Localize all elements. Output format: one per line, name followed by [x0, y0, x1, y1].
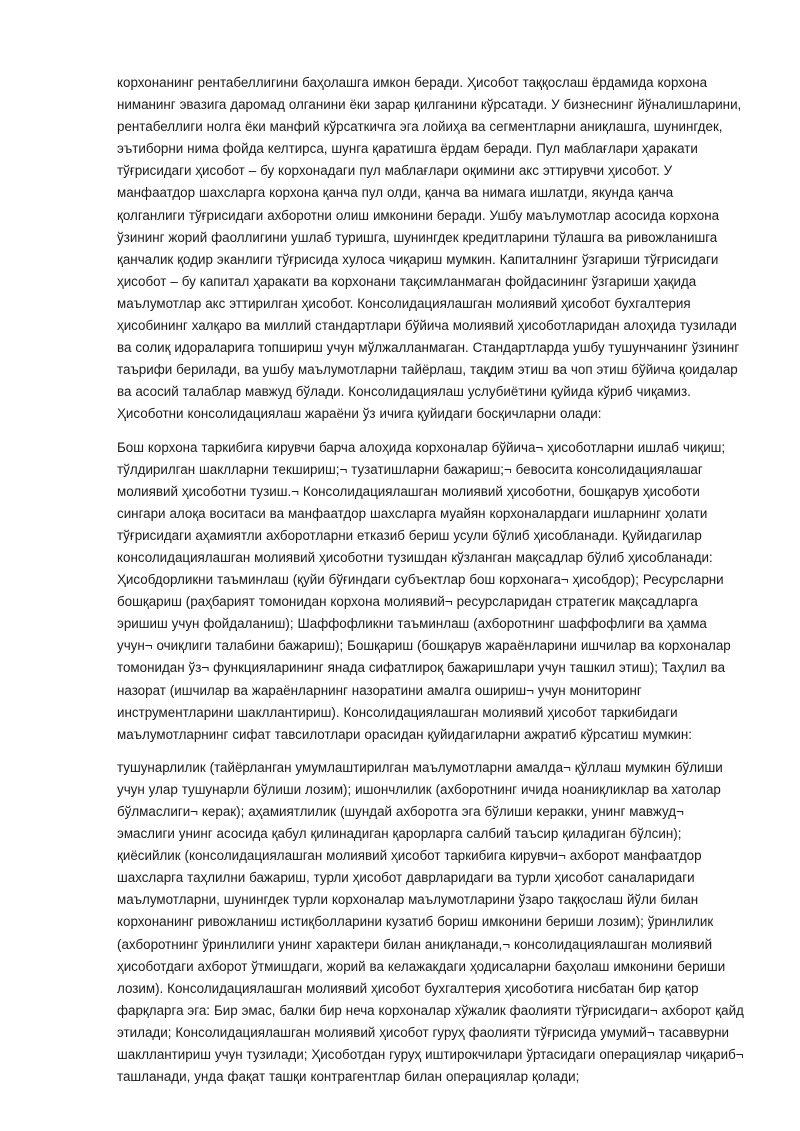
paragraph-quality-characteristics: тушунарлилик (тайёрланган умумлаштирилган маълумотларни амалда¬ қўллаш мумкин бўлиши учун улар тушунарли бўлиши лозим); ишончлилик (ахборотнинг ичида ноаниқликлар ва хатолар бўлмаслиги¬ керак); аҳамиятлилик (шундай ахборотга эга бўлиши керакки, унинг мавжуд¬ эмаслиги унинг асосида қабул қилинадиган қарорларга салбий таъсир қиладиган бўлсин); қиёсийлик (консолидациялашган молиявий ҳисобот таркибига кирувчи¬ ахборот манфаатдор шахсларга таҳлилни бажариш, турли ҳисобот даврларидаги ва турли ҳисобот саналаридаги маълумотларни, шунингдек турли корхоналар маълумотларини ўзаро таққослаш йўли билан корхонанинг ривожланиш истиқболларини кузатиб бориш имконини бериши лозим); ўринлилик (ахборотнинг ўринлилиги унинг характери билан аниқланади,¬ консолидациялашган молиявий ҳисоботдаги ахборот ўтмишдаги, жорий ва келажакдаги ҳодисаларни баҳолаш имконини бериши лозим). Консолидациялашган молиявий ҳисобот бухгалтерия ҳисоботига нисбатан бир қатор фарқларга эга: Бир эмас, балки бир неча корхоналар хўжалик фаолияти тўғрисидаги¬ ахборот қайд этилади; Консолидациялашган молиявий ҳисобот гуруҳ фаолияти тўғрисида умумий¬ тасаввурни шакллантириш учун тузилади; Ҳисоботдан гуруҳ иштирокчилари ўртасидаги операциялар чиқариб¬ ташланади, унда фақат ташқи контрагентлар билан операциялар қолади; [117, 759, 744, 1085]
paragraph-financial-reports: корхонанинг рентабеллигини баҳолашга имкон беради. Ҳисобот таққослаш ёрдамида корхона ниманинг эвазига даромад олганини ёки зарар қилганини кўрсатади. У бизнеснинг йўналишларини, рентабеллиги нолга ёки манфий кўрсаткичга эга лойиҳа ва сегментларни аниқлашга, шунингдек, эътиборни нима фойда келтирса, шунга қаратишга ёрдам беради. Пул маблағлари ҳаракати тўғрисидаги ҳисобот – бу корхонадаги пул маблағлари оқимини акс эттирувчи ҳисобот. У манфаатдор шахсларга корхона қанча пул олди, қанча ва нимага ишлатди, якунда қанча қолганлиги тўғрисидаги ахборотни олиш имконини беради. Ушбу маълумотлар асосида корхона ўзининг жорий фаоллигини ушлаб туришга, шунингдек кредитларини тўлашга ва ривожланишга қанчалик қодир эканлиги тўғрисида хулоса чиқариш мумкин. Капиталнинг ўзгариши тўғрисидаги ҳисобот – бу капитал ҳаракати ва корхонани тақсимланмаган фойдасининг ўзгариши ҳақида маълумотлар акс эттирилган ҳисобот. Консолидациялашган молиявий ҳисобот бухгалтерия ҳисобининг халқаро ва миллий стандартлари бўйича молиявий ҳисоботларидан алоҳида тузилади ва солиқ идораларига топшириш учун мўлжалланмаган. Стандартларда ушбу тушунчанинг ўзининг таърифи берилади, ва ушбу маълумотларни тайёрлаш, тақдим этиш ва чоп этиш бўйича қоидалар ва асосий талаблар мавжуд бўлади. Консолидациялаш услубиётини қуйида кўриб чиқамиз. Ҳисоботни консолидациялаш жараёни ўз ичига қуйидаги босқичларни олади: [117, 75, 742, 422]
paragraph-consolidation-stages: Бош корхона таркибига кирувчи барча алоҳида корхоналар бўйича¬ ҳисоботларни ишлаб чиқиш; тўлдирилган шаклларни текшириш;¬ тузатишларни бажариш;¬ бевосита консолидациялашаг молиявий ҳисоботни тузиш.¬ Консолидациялашган молиявий ҳисоботни, бошқарув ҳисоботи сингари алоқа воситаси ва манфаатдор шахсларга муайян корхоналардаги ишларнинг ҳолати тўғрисидаги аҳамиятли ахборотларни етказиб бериш усули бўлиб ҳисобланади. Қуйидагилар консолидациялашган молиявий ҳисоботни тузишдан кўзланган мақсадлар бўлиб ҳисобланади: Ҳисобдорликни таъминлаш (қуйи бўғиндаги субъектлар бош корхонага¬ ҳисобдор); Ресурсларни бошқариш (раҳбарият томонидан корхона молиявий¬ ресурсларидан стратегик мақсадларга эришиш учун фойдаланиш); Шаффофликни таъминлаш (ахборотнинг шаффофлиги ва ҳамма учун¬ очиқлиги талабини бажариш); Бошқариш (бошқарув жараёнларини ишчилар ва корхоналар томонидан ўз¬ функцияларининг янада сифатлироқ бажаришлари учун ташкил этиш); Таҳлил ва назорат (ишчилар ва жараёнларнинг назоратини амалга ошириш¬ учун мониторинг инструментларини шакллантириш). Консолидациялашган молиявий ҳисобот таркибидаги маълумотларнинг сифат тавсилотлари орасидан қуйидагиларни ажратиб кўрсатиш мумкин: [117, 439, 731, 742]
body-text [117, 72, 745, 1099]
